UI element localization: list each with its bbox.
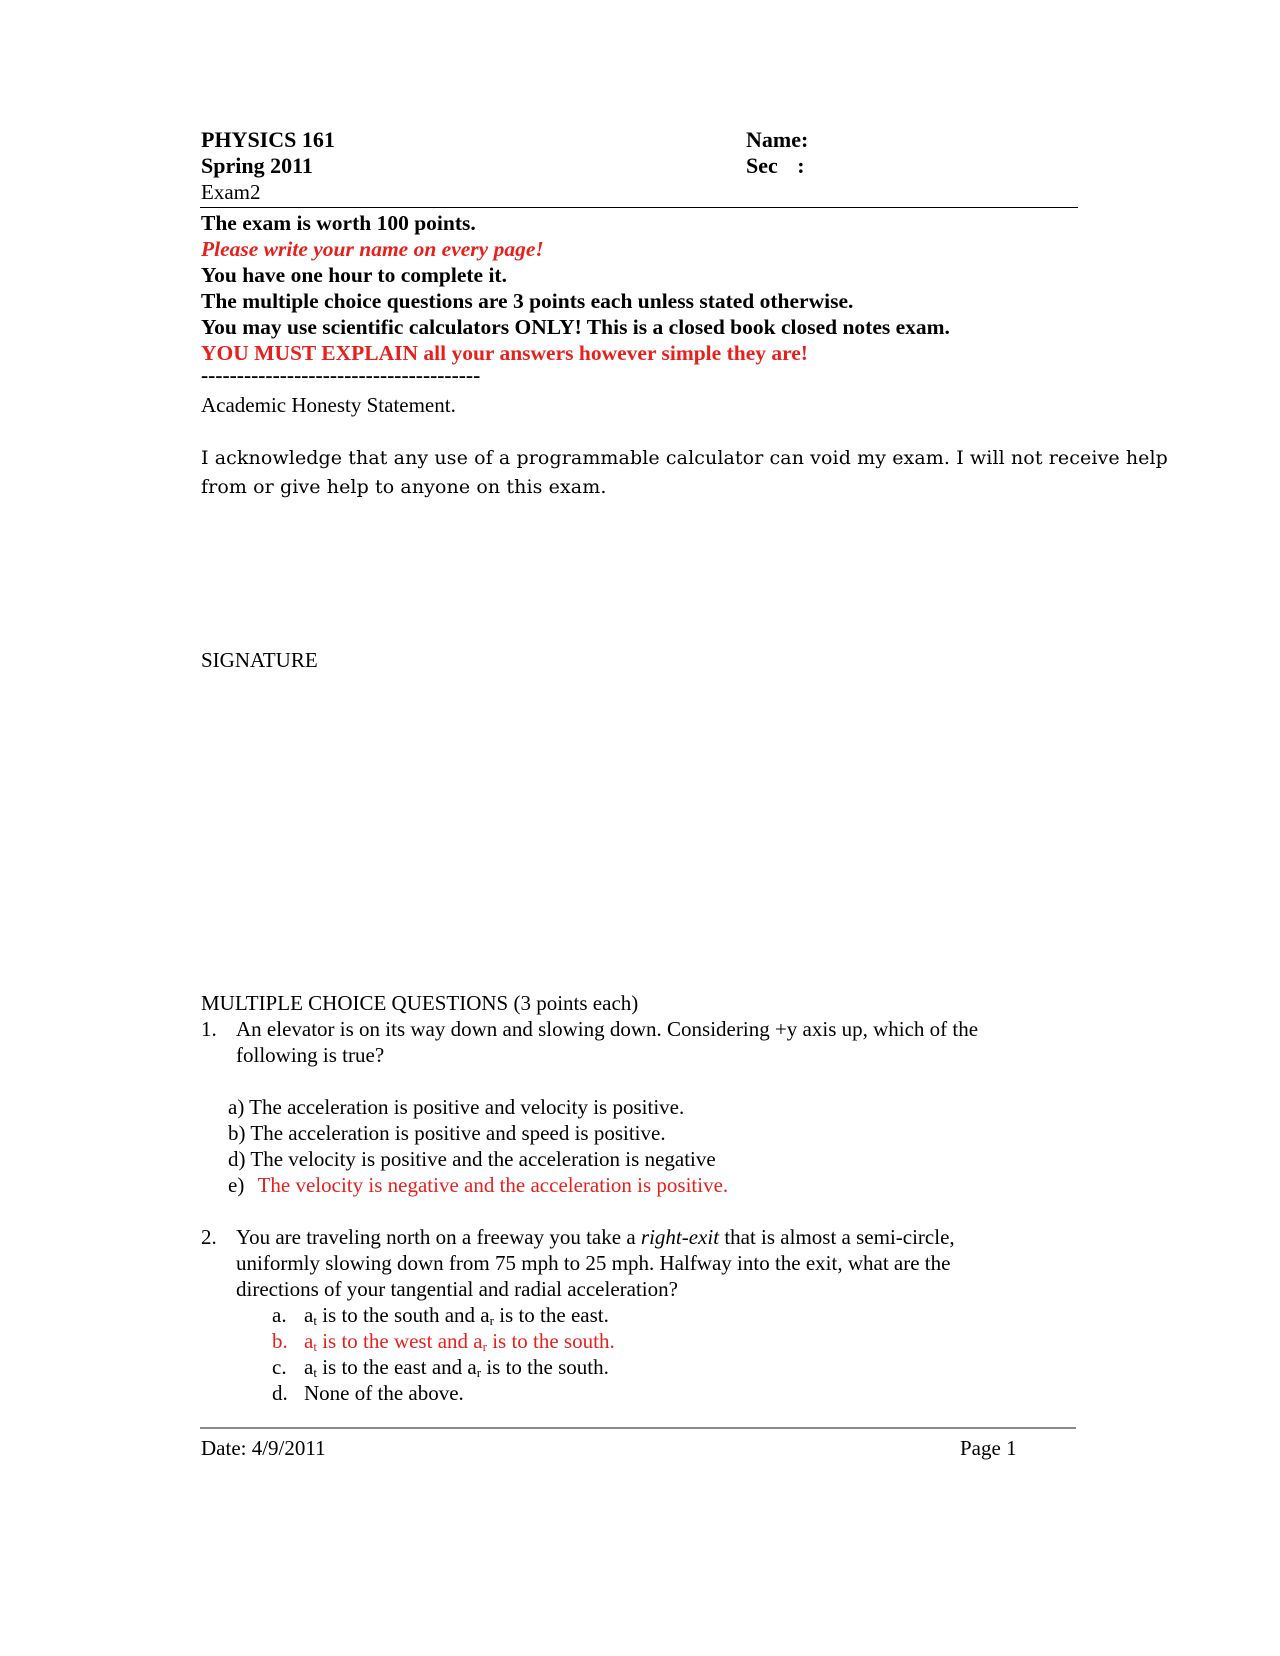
q2-text-line1-pre: You are traveling north on a freeway you take a [236,1225,641,1249]
q2-option-c-part1: is to the east and [316,1355,468,1379]
q2-text-line2: uniformly slowing down from 75 mph to 25 mph. Halfway into the exit, what are the [236,1251,951,1275]
instruction-points: The exam is worth 100 points. [201,211,476,235]
signature-label: SIGNATURE [201,648,318,672]
q1-option-a: a) The acceleration is positive and velocity is positive. [228,1095,685,1119]
exam-label: Exam2 [201,180,261,204]
section-label-colon: : [797,153,805,178]
q2-option-d-label: d. [272,1381,288,1405]
var-a: a [304,1329,314,1353]
q2-option-c-label: c. [272,1355,287,1379]
q2-option-a-part2: is to the east. [493,1303,609,1327]
footer-date: Date: 4/9/2011 [201,1436,326,1460]
var-a: a [473,1329,483,1353]
section-label [746,153,805,179]
instruction-time: You have one hour to complete it. [201,263,507,287]
term-label: Spring 2011 [201,153,313,178]
var-a: a [480,1303,490,1327]
header-rule [200,207,1078,208]
sub-r: r [482,1339,487,1354]
honesty-text-line1: I acknowledge that any use of a programmable calculator can void my exam. I will not receive help [201,447,1168,469]
instruction-mc-points: The multiple choice questions are 3 points each unless stated otherwise. [201,289,854,313]
q2-text-line1-em: right-exit [640,1225,720,1249]
honesty-title: Academic Honesty Statement. [201,393,456,417]
footer-page-number: Page 1 [960,1436,1017,1460]
q2-option-b-part1: is to the west and [316,1329,474,1353]
instruction-calculators: You may use scientific calculators ONLY! This is a closed book closed notes exam. [201,315,950,339]
q1-option-e [228,1172,728,1198]
mc-heading: MULTIPLE CHOICE QUESTIONS (3 points each) [201,991,639,1015]
sub-t: t [313,1313,317,1328]
sub-t: t [313,1339,317,1354]
q2-option-b [304,1328,615,1354]
dash-separator: --------------------------------------- [201,363,481,387]
q1-option-d: d) The velocity is positive and the acceleration is negative [228,1147,716,1171]
q1-text-line2: following is true? [236,1043,385,1067]
q2-number: 2. [201,1225,217,1249]
honesty-text-line2: from or give help to anyone on this exam. [201,476,607,498]
q1-option-b: b) The acceleration is positive and speed is positive. [228,1121,666,1145]
q2-option-c [304,1354,609,1380]
section-label-text: Sec [746,153,778,178]
q2-option-b-part2: is to the south. [486,1329,615,1353]
q2-option-a-part1: is to the south and [316,1303,481,1327]
q1-text-line1: An elevator is on its way down and slowing down. Considering +y axis up, which of the [236,1017,979,1041]
q2-text-line3: directions of your tangential and radial acceleration? [236,1277,678,1301]
q2-option-c-part2: is to the south. [481,1355,609,1379]
sub-r: r [476,1365,482,1380]
instruction-explain: YOU MUST EXPLAIN all your answers however simple they are! [201,341,808,365]
sub-r: r [489,1313,494,1328]
q1-option-e-text: The velocity is negative and the acceleration is positive. [257,1173,729,1197]
name-label: Name: [746,127,809,152]
q1-option-e-label: e) [228,1173,245,1197]
course-title: PHYSICS 161 [201,127,335,152]
footer-rule [200,1427,1076,1429]
q2-option-d: None of the above. [304,1381,464,1405]
var-a: a [304,1303,314,1327]
q2-text-line1-post: that is almost a semi-circle, [719,1225,955,1249]
q2-text-line1 [236,1224,955,1250]
var-a: a [467,1355,477,1379]
q2-option-a [304,1302,609,1328]
sub-t: t [313,1365,317,1380]
var-a: a [304,1355,314,1379]
q2-option-a-label: a. [272,1303,287,1327]
q1-number: 1. [201,1017,217,1041]
q2-option-b-label: b. [272,1329,288,1353]
instruction-name: Please write your name on every page! [201,237,544,261]
